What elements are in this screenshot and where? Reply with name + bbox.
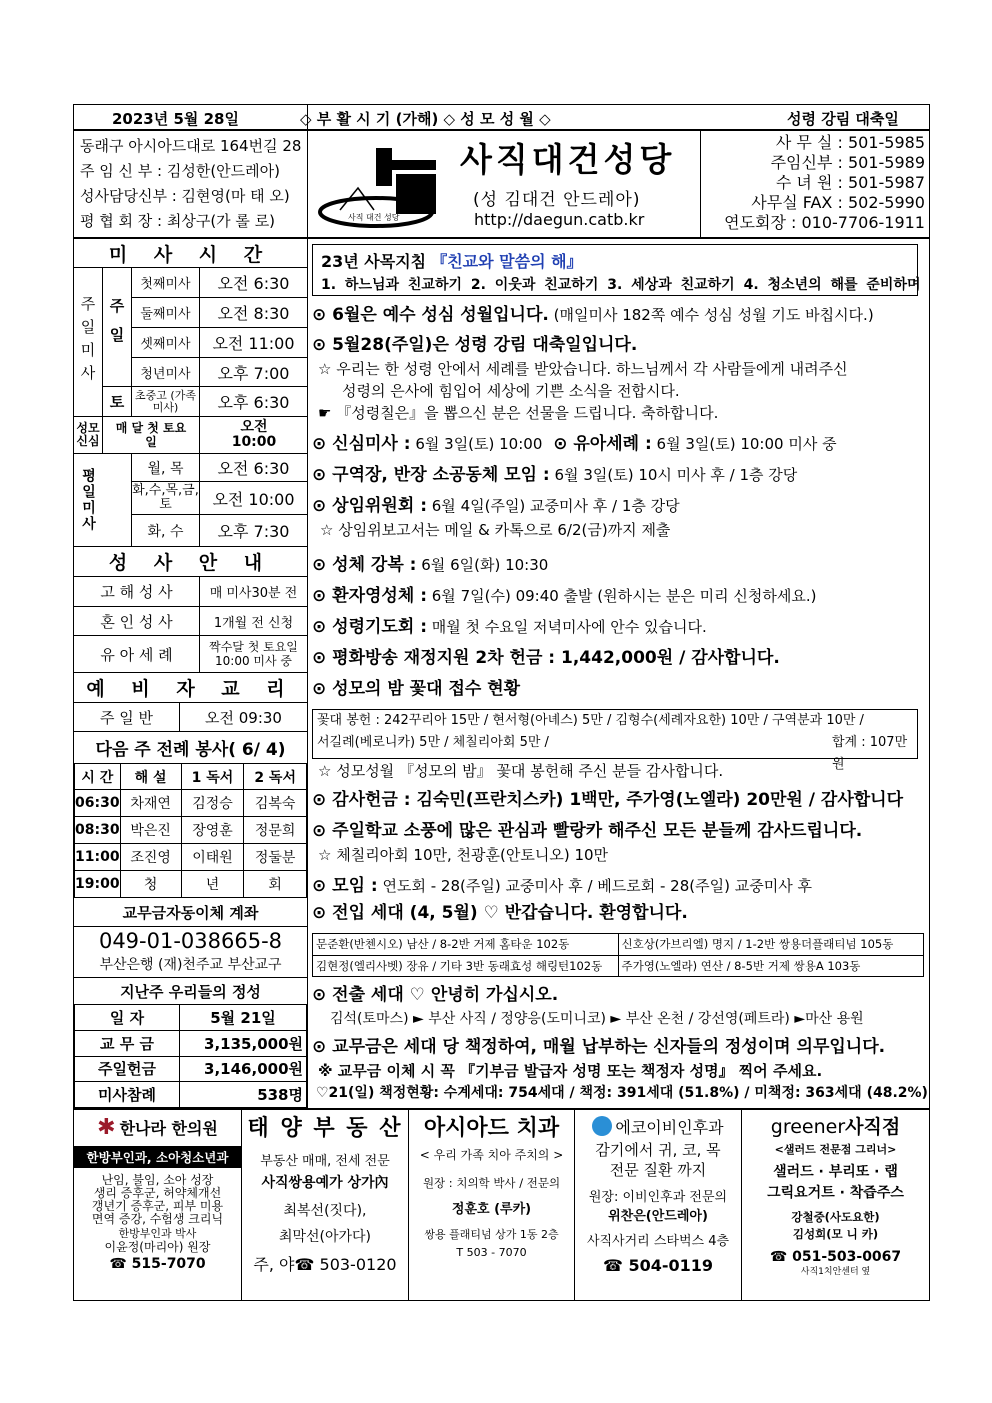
- offering-value: 3,146,000원: [180, 1056, 307, 1082]
- move-in-table: [312, 933, 924, 977]
- table-cell: 김정승: [181, 790, 244, 817]
- weekday-time: 오후 7:30: [217, 522, 290, 541]
- notice-text: 6월 3일(토) 10:00: [410, 435, 543, 453]
- offering-label: 교 무 금: [75, 1030, 180, 1056]
- mass-time: 오후 7:00: [217, 363, 290, 383]
- table-cell: 19:00: [75, 871, 121, 898]
- notice-title: ⊙ 상임위원회 :: [312, 496, 427, 516]
- ad-line: 원장 : 치의학 박사 / 전문의: [422, 1176, 561, 1190]
- ad-line: 면역 증강, 수험생 크리닉: [91, 1212, 224, 1226]
- sacrament-info: 매 미사30분 전: [209, 586, 298, 601]
- ad-line: < 우리 가족 치아 주치의 >: [419, 1148, 564, 1162]
- ad-line: <샐러드 전문점 그리너>: [774, 1143, 897, 1156]
- move-in-entry: 문준환(반첸시오) 남산 / 8-2반 거제 홈타운 102동: [313, 934, 619, 956]
- parish-info: [80, 134, 306, 234]
- prayer-chair-phone: 연도회장 : 010-7706-1911: [724, 213, 925, 232]
- table-cell: 회: [244, 871, 307, 898]
- offering-value: 538명: [180, 1082, 307, 1108]
- mass-name: 초중고 (가족미사): [135, 388, 196, 414]
- notice-item: [312, 584, 924, 609]
- mass-name: 청년미사: [140, 366, 191, 382]
- notice-title: ⊙ 신심미사 :: [312, 434, 411, 454]
- table-cell: 08:30: [75, 817, 121, 844]
- svg-text:사직 대건 성당: 사직 대건 성당: [348, 213, 400, 222]
- fax-number: 사무실 FAX : 502-5990: [751, 193, 925, 212]
- contact-list: [705, 133, 925, 233]
- catechumen-title: 예 비 자 교 리: [86, 677, 295, 700]
- table-cell: 차재연: [120, 790, 181, 817]
- convent-phone: 수 녀 원 : 501-5987: [775, 173, 925, 192]
- ad-line: 감기에서 귀, 코, 목: [595, 1141, 721, 1159]
- motto-title: [321, 249, 583, 272]
- sacrament-name: 혼 인 성 사: [100, 612, 173, 631]
- notice-text: 6월 4일(주일) 교중미사 후 / 1층 강당: [427, 497, 680, 515]
- liturgical-season: ◇ 부 활 시 기 (가해) ◇ 성 모 성 월 ◇: [300, 110, 551, 128]
- marian-devotion-row: [74, 417, 307, 453]
- mass-times-table: [74, 268, 307, 416]
- weekday-days: 화,수,목,금, 토: [132, 483, 199, 512]
- ad-name: 사직점: [845, 1116, 901, 1138]
- ad-phone: ☎ 504-0119: [602, 1256, 714, 1275]
- eco-logo-icon: [592, 1116, 612, 1136]
- ad-line: 김성희(모 니 카): [792, 1227, 879, 1241]
- ad-name: 아시아드 치과: [423, 1116, 560, 1141]
- ad-title: [74, 1112, 241, 1142]
- sacrament-name: 유 아 세 례: [100, 645, 173, 664]
- flower-line: 꽃대 봉헌 : 242꾸리아 15만 / 현서형(아녜스) 5만 / 김형수(세례자요한) 10만 / 구역분과 10만 /: [317, 713, 864, 728]
- notice-title: ⊙ 성모의 밤 꽃대 접수 현황: [312, 679, 521, 699]
- church-logo: [318, 140, 438, 232]
- move-in-entry: 주가영(노엘라) 연산 / 8-5반 거제 쌍용A 103동: [618, 955, 924, 977]
- ad-name: 에코이비인후과: [615, 1117, 724, 1137]
- church-url[interactable]: http://daegun.catb.kr: [474, 210, 645, 229]
- ad-line: 강철중(사도요한): [791, 1210, 880, 1224]
- notice-item: [312, 553, 924, 578]
- ad-greener: [742, 1112, 929, 1300]
- ad-hanara-clinic: [74, 1112, 241, 1300]
- mass-time: 오전 11:00: [212, 334, 295, 353]
- ad-line: 최막선(아가다): [278, 1229, 372, 1245]
- notice-title: ⊙ 전입 세대 (4, 5월) ♡ 반갑습니다. 환영합니다.: [312, 903, 688, 923]
- offering-label: 주일헌금: [75, 1056, 180, 1082]
- weekday-mass-table: [74, 454, 307, 546]
- ad-eco-ent: [575, 1112, 741, 1300]
- devotion-label: 성모 신심: [76, 421, 100, 448]
- devotion-time: 오전 10:00: [231, 419, 277, 450]
- col-header: 1 독서: [181, 764, 244, 790]
- notice-text: 6월 6일(화) 10:30: [416, 556, 549, 574]
- notice-title: ⊙ 5월28(주일)은 성령 강림 대축일입니다.: [312, 335, 638, 355]
- ad-line: 사직1치안센터 옆: [800, 1267, 871, 1277]
- notice-item: [312, 432, 924, 457]
- notice-title: ⊙ 성령기도회 :: [312, 617, 427, 637]
- notice-title: ⊙ 주일학교 소풍에 많은 관심과 빨랑카 해주신 모든 분들께 감사드립니다.: [312, 821, 863, 841]
- move-in-entry: 신호상(가브리엘) 명지 / 1-2반 쌍용더플래티넘 105동: [618, 934, 924, 956]
- ad-line: 전문 질환 까지: [609, 1161, 707, 1179]
- table-cell: 11:00: [75, 844, 121, 871]
- sacraments-title: 성 사 안 내: [108, 551, 273, 574]
- pastoral-motto-box: [312, 244, 921, 296]
- offering-value: 5월 21일: [180, 1005, 307, 1031]
- ad-line: 부동산 매매, 전세 전문: [260, 1154, 390, 1169]
- liturgy-service-table: [74, 763, 307, 897]
- ad-phone: ☎ 515-7070: [109, 1256, 206, 1272]
- notice-title: ⊙ 평화방송 재정지원 2차 헌금 : 1,442,000원 / 감사합니다.: [312, 648, 780, 668]
- mass-name: 첫째미사: [140, 277, 191, 292]
- notice-item: [312, 303, 924, 328]
- notice-item: [312, 494, 924, 519]
- notice-text: (매일미사 182쪽 예수 성심 성월 기도 바칩시다.): [548, 306, 874, 324]
- notice-text: ☛ 『성령칠은』을 뽑으신 분은 선물을 드립니다. 축하합니다.: [318, 404, 719, 422]
- feast-day: 성령 강림 대축일: [787, 110, 899, 128]
- notice-text: ☆ 체칠리아회 10만, 천광훈(안토니오) 10만: [318, 846, 609, 864]
- notice-title: ⊙ 환자영성체 :: [312, 586, 427, 606]
- notice-item: [312, 615, 924, 640]
- table-cell: 06:30: [75, 790, 121, 817]
- account-title: 교무금자동이체 계좌: [122, 903, 259, 922]
- table-cell: 청: [120, 871, 181, 898]
- notice-title: ⊙ 유아세례 :: [553, 434, 652, 454]
- offering-value: 3,135,000원: [180, 1030, 307, 1056]
- weekday-days: 월, 목: [147, 460, 184, 477]
- table-cell: 장영훈: [181, 817, 244, 844]
- weekday-time: 오전 10:00: [212, 489, 295, 509]
- ad-line: 사직사거리 스타벅스 4층: [586, 1234, 730, 1249]
- ad-band: 한방부인과, 소아청소년과: [74, 1146, 241, 1168]
- notice-stat: ♡21(일) 책정현황: 수계세대: 754세대 / 책정: 391세대 (51.8%) / 미책정: 363세대 (48.2%): [316, 1085, 928, 1101]
- account-number: 049-01-038665-8: [98, 929, 283, 953]
- mass-time: 오전 6:30: [217, 274, 290, 293]
- sacrament-name: 고 해 성 사: [100, 583, 173, 601]
- notice-text: 김석(토마스) ► 부산 사직 / 정양응(도미니코) ► 부산 온천 / 강선영(페트라) ►마산 용원: [330, 1011, 864, 1027]
- notice-title: ⊙ 성체 강복 :: [312, 555, 417, 575]
- table-cell: 년: [181, 871, 244, 898]
- notice-list-3: [312, 983, 928, 1104]
- pastor-phone: 주임신부 : 501-5989: [770, 153, 925, 172]
- table-cell: 조진영: [120, 844, 181, 871]
- catechumen-row: [74, 703, 307, 731]
- notice-title: ⊙ 6월은 예수 성심 성월입니다.: [312, 305, 549, 325]
- ad-line: 한방부인과 박사: [118, 1227, 197, 1240]
- sacrament-info: 짝수달 첫 토요일 10:00 미사 중: [209, 640, 298, 668]
- notice-title: ⊙ 구역장, 반장 소공동체 모임 :: [312, 465, 550, 485]
- ad-line: 이윤정(마리아) 원장: [104, 1240, 211, 1254]
- ad-asiad-dental: [409, 1112, 574, 1300]
- flower-text: 서길례(베로니카) 5만 / 체칠리아회 5만 /: [317, 735, 549, 750]
- sunday-label: 주일: [107, 298, 126, 356]
- ad-name: 한나라 한의원: [119, 1118, 218, 1138]
- offering-label: 일 자: [75, 1005, 180, 1031]
- notice-list: [312, 303, 924, 702]
- ad-phone: T 503 - 7070: [456, 1246, 527, 1259]
- church-name: 사직대건성당: [460, 140, 676, 179]
- ad-line: 그릭요거트 · 착즙주스: [767, 1185, 904, 1201]
- ad-line: 난임, 불임, 소아 성장: [101, 1173, 214, 1187]
- ad-line: 갱년기 증후군, 피부 미용: [91, 1199, 224, 1213]
- bulletin-date: 2023년 5월 28일: [112, 110, 239, 128]
- move-in-entry: 김현정(엘리사벳) 장유 / 기타 3반 동래효성 해링턴102동: [313, 955, 619, 977]
- table-cell: 이태원: [181, 844, 244, 871]
- saturday-label: 토: [109, 392, 125, 411]
- ad-phone: ☎ 051-503-0067: [769, 1249, 902, 1265]
- notice-text: 6월 3일(토) 10시 미사 후 / 1층 강당: [549, 466, 798, 484]
- notice-text: 매월 첫 수요일 저녁미사에 안수 있습니다.: [427, 618, 707, 636]
- col-header: 시 간: [75, 764, 121, 790]
- ad-title: [575, 1112, 741, 1140]
- pastor-name: 주 임 신 부 : 김성한(안드레아): [80, 162, 280, 180]
- ad-line: 사직쌍용예가 상가內: [261, 1175, 389, 1191]
- motto-prefix: 23년 사목지침: [321, 252, 427, 271]
- weekday-mass-label: 평일미사: [80, 468, 96, 532]
- notice-item: [312, 463, 924, 488]
- notice-text: ☆ 우리는 한 성령 안에서 세례를 받았습니다. 하느님께서 각 사람들에게 내려주신: [318, 360, 848, 378]
- class-name: 주 일 반: [99, 708, 153, 727]
- table-cell: 정둘분: [244, 844, 307, 871]
- ad-line: 생리 증후군, 허약체개선: [93, 1186, 222, 1200]
- weekday-time: 오전 6:30: [217, 459, 290, 478]
- notice-title: ⊙ 감사헌금 : 김숙민(프란치스카) 1백만, 주가영(노엘라) 20만원 / 감사합니다: [312, 790, 904, 810]
- notice-text: 연도회 - 28(주일) 교중미사 후 / 베드로회 - 28(주일) 교중미사 후: [377, 877, 812, 895]
- ad-line: 원장: 이비인후과 전문의: [588, 1190, 728, 1205]
- notice-text: ※ 교무금 이체 시 꼭 『기부금 발급자 성명 또는 책정자 성명』 찍어 주세요.: [318, 1062, 823, 1080]
- mass-name: 둘째미사: [140, 307, 191, 322]
- assistant-priest: 성사담당신부 : 김현영(마 태 오): [80, 187, 290, 205]
- weekday-days: 화, 수: [147, 523, 184, 540]
- notice-text: ☆ 성모성월 『성모의 밤』 꽃대 봉헌해 주신 분들 감사합니다.: [318, 762, 724, 780]
- ad-line: 최복선(짓다),: [283, 1203, 367, 1219]
- mass-name: 셋째미사: [140, 337, 191, 352]
- notice-text: 6월 7일(수) 09:40 출발 (원하시는 분은 미리 신청하세요.): [427, 587, 817, 605]
- offering-title: 지난주 우리들의 정성: [120, 982, 261, 1001]
- ad-line: 샐러드 · 부리또 · 랩: [773, 1164, 898, 1180]
- ad-name: 태 양 부 동 산: [247, 1116, 403, 1141]
- devotion-day: 매 달 첫 토요일: [115, 421, 187, 449]
- mass-time: 오후 6:30: [217, 393, 290, 412]
- ad-taeyang-realty: [242, 1112, 408, 1300]
- notice-text: 성령의 은사에 힘입어 세상에 기쁜 소식을 전합시다.: [342, 382, 680, 400]
- sacrament-info: 1개월 전 신청: [213, 615, 294, 631]
- flower-total: 합계 : 107만원: [832, 735, 908, 772]
- ad-title: [742, 1112, 929, 1142]
- council-president: 평 협 회 장 : 최상구(가 롤 로): [80, 212, 276, 230]
- service-title: 다음 주 전례 봉사( 6/ 4): [95, 739, 286, 760]
- ad-line: 위찬은(안드레아): [608, 1209, 708, 1224]
- col-header: 2 독서: [244, 764, 307, 790]
- account-bank: 부산은행 (재)천주교 부산교구: [99, 957, 282, 973]
- sunday-mass-label: 주일미사: [78, 296, 97, 388]
- notice-text: 6월 3일(토) 10:00 미사 중: [651, 435, 837, 453]
- ad-phone: 주, 야☎ 503-0120: [253, 1255, 397, 1274]
- notice-item: [312, 874, 924, 899]
- col-header: 해 설: [120, 764, 181, 790]
- ad-line: 쌍용 플래티넘 상가 1동 2층: [424, 1228, 559, 1241]
- office-phone: 사 무 실 : 501-5985: [775, 133, 925, 152]
- motto-items: 1. 하느님과 친교하기 2. 이웃과 친교하기 3. 세상과 친교하기 4. 청소년의 해를 준비하며: [321, 277, 921, 293]
- church-patron: (성 김대건 안드레아): [473, 190, 641, 210]
- notice-text: ☆ 상임위보고서는 메일 & 카톡으로 6/2(금)까지 제출: [320, 521, 671, 539]
- table-cell: 정문희: [244, 817, 307, 844]
- offering-table: [74, 1004, 307, 1108]
- header-bar: [73, 104, 930, 130]
- mass-times-title: 미 사 시 간: [108, 243, 273, 266]
- notice-list-2: [312, 760, 924, 926]
- notice-title: ⊙ 교무금은 세대 당 책정하여, 매월 납부하는 신자들의 정성이며 의무입니다.: [312, 1037, 886, 1057]
- sacraments-table: [74, 577, 307, 672]
- table-cell: 박은진: [120, 817, 181, 844]
- address: 동래구 아시아드대로 164번길 28: [80, 137, 302, 155]
- ad-name: greener: [770, 1116, 846, 1138]
- offering-label: 미사참례: [75, 1082, 180, 1108]
- ad-line: 정훈호 (루카): [451, 1202, 532, 1217]
- notice-title: ⊙ 전출 세대 ♡ 안녕히 가십시오.: [312, 985, 559, 1005]
- table-cell: 김복숙: [244, 790, 307, 817]
- motto-theme: 『친교와 말씀의 해』: [431, 252, 583, 271]
- notice-title: ⊙ 모임 :: [312, 876, 378, 896]
- mass-time: 오전 8:30: [217, 304, 290, 323]
- class-time: 오전 09:30: [205, 708, 282, 727]
- clinic-logo-icon: ✱: [97, 1114, 116, 1140]
